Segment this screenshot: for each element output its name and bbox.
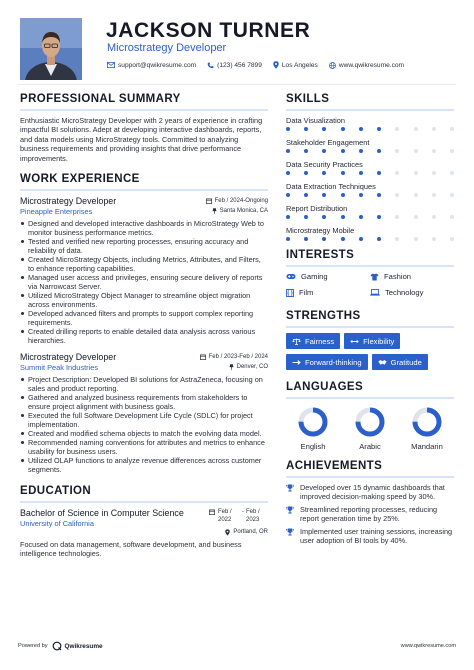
job-title: Microstrategy Developer [20, 352, 117, 363]
candidate-role: Microstrategy Developer [107, 42, 227, 54]
rating-dot [395, 149, 399, 153]
phone-text: (123) 456 7899 [217, 61, 262, 69]
rating-dot [377, 193, 381, 197]
gamepad-icon [286, 273, 296, 280]
job-dates [200, 352, 268, 362]
skills-heading: SKILLS [286, 93, 330, 105]
profile-photo [20, 18, 82, 80]
section-divider [20, 109, 268, 111]
rating-dot [341, 215, 345, 219]
rating-dot [322, 149, 326, 153]
trophy-icon [286, 484, 294, 492]
strengths-chips [286, 333, 454, 370]
experience-heading: WORK EXPERIENCE [20, 173, 140, 186]
rating-dot [304, 237, 308, 241]
contact-phone[interactable] [207, 62, 262, 69]
rating-dot [450, 193, 454, 197]
skill-name: Report Distribution [286, 204, 348, 213]
education-dates [209, 508, 268, 524]
rating-dot [322, 127, 326, 131]
rating-dot [286, 193, 290, 197]
section-divider [286, 476, 454, 478]
job-bullet: Utilized MicroStrategy Object Manager to streamline object migration across environments. [20, 291, 268, 309]
education-location [209, 527, 268, 537]
section-divider [286, 326, 454, 328]
rating-dot [414, 193, 418, 197]
strength-chip [286, 354, 368, 370]
job-company: Pineapple Enterprises [20, 207, 93, 217]
pushpin-icon [212, 208, 217, 214]
right-column [286, 92, 454, 549]
interests-grid [286, 272, 454, 297]
rating-dot [304, 127, 308, 131]
job-dates-text: Feb / 2023-Feb / 2024 [208, 354, 268, 361]
strength-chip [286, 333, 340, 349]
job-bullets [20, 219, 268, 345]
location-text: Los Angeles [281, 61, 318, 69]
strengths-section [286, 309, 454, 370]
rating-dot [395, 127, 399, 131]
section-divider [20, 189, 268, 191]
education-text: Focused on data management, software development, and business intelligence technologies. [20, 540, 242, 559]
rating-dot [322, 215, 326, 219]
rating-dot [377, 171, 381, 175]
job-bullet: Utilized OLAP functions to analyze revenue differences across customer segments. [20, 456, 268, 474]
achievements-section [286, 459, 454, 545]
job-location [206, 206, 268, 216]
section-divider [286, 265, 454, 267]
pushpin-icon [229, 364, 234, 370]
header-divider [18, 84, 456, 85]
rating-dot [450, 237, 454, 241]
summary-heading: PROFESSIONAL SUMMARY [20, 93, 181, 105]
job-location-text: Santa Monica, CA [219, 208, 268, 215]
candidate-name: JACKSON TURNER [106, 19, 311, 42]
rating-dot [286, 237, 290, 241]
rating-dot [322, 171, 326, 175]
job-bullets [20, 375, 268, 474]
job-bullet: Managed user access and privileges, ensuring secure delivery of reports via Narrowcast Server. [20, 273, 268, 291]
rating-dot [359, 127, 363, 131]
job-bullet: Tested and verified new reporting processes, ensuring accuracy and reliability of data. [20, 237, 268, 255]
skill-item [286, 116, 454, 132]
laptop-icon [370, 289, 380, 296]
interest-item [286, 288, 370, 297]
rating-dot [395, 237, 399, 241]
achievements-heading: ACHIEVEMENTS [286, 460, 383, 472]
achievement-text: Developed over 15 dynamic dashboards that improved decision-making speed by 30%. [300, 483, 445, 501]
rating-dot [432, 171, 436, 175]
job-dates [206, 196, 268, 206]
job-bullet: Gathered and analyzed business requirements from stakeholders to ensure project alignment with business goals. [20, 393, 268, 411]
film-icon [286, 289, 294, 297]
rating-dot [414, 237, 418, 241]
arrows-expand-icon [350, 338, 359, 345]
language-name: English [300, 442, 326, 451]
email-icon [107, 62, 115, 68]
languages-section [286, 380, 454, 451]
skill-rating [286, 148, 454, 154]
rating-dot [414, 215, 418, 219]
interest-label: Film [299, 288, 314, 297]
job-dates-text: Feb / 2024-Ongoing [214, 198, 268, 205]
rating-dot [359, 193, 363, 197]
job-entry [20, 352, 268, 474]
job-bullet: Recommended naming conventions for attributes and metrics to enhance usability for business users. [20, 438, 268, 456]
rating-dot [377, 149, 381, 153]
skill-item [286, 182, 454, 198]
job-bullet: Designed and developed interactive dashboards in MicroStrategy Web to monitor business performance metrics. [20, 219, 268, 237]
language-item [290, 406, 336, 451]
language-name: Arabic [359, 442, 381, 451]
rating-dot [304, 171, 308, 175]
rating-dot [359, 215, 363, 219]
contact-location [273, 61, 318, 69]
achievement-text: Streamlined reporting processes, reducing report generation time by 25%. [300, 505, 438, 523]
strength-chip [344, 333, 400, 349]
skill-rating [286, 214, 454, 220]
skills-list [286, 116, 454, 242]
skill-item [286, 138, 454, 154]
email-text: support@qwikresume.com [118, 61, 197, 69]
education-section [20, 484, 268, 559]
rating-dot [359, 149, 363, 153]
rating-dot [450, 171, 454, 175]
rating-dot [377, 127, 381, 131]
location-pin-icon [225, 529, 230, 536]
strength-label: Forward-thinking [305, 357, 362, 367]
education-date-from: Feb / 2022 [218, 509, 232, 524]
powered-by [18, 641, 103, 651]
rating-dot [341, 127, 345, 131]
rating-dot [432, 149, 436, 153]
language-ring [297, 406, 329, 438]
education-heading: EDUCATION [20, 485, 92, 498]
rating-dot [286, 127, 290, 131]
contact-email[interactable] [107, 62, 196, 69]
contact-bar [107, 60, 415, 70]
left-column [20, 92, 268, 559]
school-name: University of California [20, 519, 94, 529]
calendar-icon [206, 198, 212, 204]
interest-item [286, 272, 370, 281]
rating-dot [414, 149, 418, 153]
website-text: www.qwikresume.com [338, 61, 405, 69]
rating-dot [432, 127, 436, 131]
trophy-icon [286, 528, 294, 536]
interest-label: Gaming [301, 272, 328, 281]
language-name: Mandarin [411, 442, 443, 451]
achievement-item [286, 505, 454, 523]
rating-dot [432, 237, 436, 241]
skill-item [286, 204, 454, 220]
section-divider [286, 397, 454, 399]
calendar-icon [200, 354, 206, 360]
strength-label: Flexibility [363, 336, 395, 346]
contact-website[interactable] [329, 62, 404, 69]
rating-dot [286, 171, 290, 175]
rating-dot [304, 215, 308, 219]
skill-item [286, 226, 454, 242]
rating-dot [304, 193, 308, 197]
skill-name: Data Extraction Techniques [286, 182, 376, 191]
skill-rating [286, 170, 454, 176]
rating-dot [359, 237, 363, 241]
rating-dot [450, 127, 454, 131]
job-bullet: Project Description: Developed BI solutions for AstraZeneca, focusing on sales and product reporting. [20, 375, 268, 393]
rating-dot [359, 171, 363, 175]
skill-name: Data Security Practices [286, 160, 363, 169]
rating-dot [395, 215, 399, 219]
education-date-to: Feb / 2023 [246, 509, 260, 524]
job-location [200, 362, 268, 372]
calendar-icon [209, 509, 215, 515]
trophy-icon [286, 506, 294, 514]
skill-name: Microstrategy Mobile [286, 226, 355, 235]
skills-section [286, 92, 454, 242]
balance-scale-icon [292, 338, 301, 345]
footer-url[interactable]: www.qwikresume.com [400, 643, 456, 649]
language-item [404, 406, 450, 451]
job-bullet: Developed advanced filters and prompts to support complex reporting requirements. [20, 309, 268, 327]
handshake-icon [378, 359, 387, 366]
rating-dot [395, 171, 399, 175]
powered-by-label: Powered by [18, 643, 48, 649]
achievement-text: Implemented user training sessions, increasing user adoption of BI tools by 40%. [300, 527, 453, 545]
skill-rating [286, 126, 454, 132]
rating-dot [414, 127, 418, 131]
strength-chip [372, 354, 428, 370]
rating-dot [322, 237, 326, 241]
skill-name: Stakeholder Engagement [286, 138, 370, 147]
skill-item [286, 160, 454, 176]
globe-icon [329, 62, 336, 69]
rating-dot [432, 215, 436, 219]
footer [18, 640, 456, 652]
location-pin-icon [273, 61, 279, 69]
job-title: Microstrategy Developer [20, 196, 117, 207]
job-entry [20, 196, 268, 345]
date-separator: - [242, 509, 244, 516]
achievement-item [286, 483, 454, 501]
languages-heading: LANGUAGES [286, 381, 364, 393]
rating-dot [304, 149, 308, 153]
job-bullet: Created drilling reports to enable detailed data analysis across various hierarchies. [20, 327, 268, 345]
section-divider [20, 501, 268, 503]
language-ring [354, 406, 386, 438]
languages-list [286, 404, 454, 451]
shirt-icon [370, 273, 379, 281]
job-company: Summit Peak Industries [20, 363, 99, 373]
rating-dot [322, 193, 326, 197]
forward-arrow-icon [292, 359, 301, 366]
rating-dot [450, 149, 454, 153]
rating-dot [432, 193, 436, 197]
phone-icon [207, 62, 214, 69]
rating-dot [341, 193, 345, 197]
rating-dot [286, 215, 290, 219]
strength-label: Fairness [305, 336, 335, 346]
achievement-item [286, 527, 454, 545]
strengths-heading: STRENGTHS [286, 310, 361, 322]
language-ring [411, 406, 443, 438]
interest-label: Fashion [384, 272, 412, 281]
interest-item [370, 272, 454, 281]
section-divider [286, 109, 454, 111]
skill-rating [286, 236, 454, 242]
job-bullet: Executed the full Software Development Life Cycle (SDLC) for project implementation. [20, 411, 268, 429]
rating-dot [377, 215, 381, 219]
skill-name: Data Visualization [286, 116, 346, 125]
language-item [347, 406, 393, 451]
skill-rating [286, 192, 454, 198]
rating-dot [377, 237, 381, 241]
experience-section [20, 172, 268, 474]
education-location-text: Portland, OR [233, 529, 268, 536]
strength-label: Gratitude [390, 357, 422, 367]
rating-dot [341, 171, 345, 175]
footer-brand[interactable]: Qwikresume [64, 642, 103, 650]
interest-label: Technology [385, 288, 424, 297]
rating-dot [286, 149, 290, 153]
job-bullet: Created MicroStrategy Objects, including Metrics, Attributes, and Filters, to enhance reporting capabilities. [20, 255, 268, 273]
interests-heading: INTERESTS [286, 249, 355, 261]
qwikresume-logo-icon [52, 641, 62, 651]
interests-section [286, 248, 454, 297]
rating-dot [395, 193, 399, 197]
rating-dot [341, 149, 345, 153]
summary-text: Enthusiastic MicroStrategy Developer with 2 years of experience in crafting impactful BI solutions. Adept at developing interactive dashboards, reports, and data models using MicroStrategy tools. Committed to analyzing business requirements and providing insights that drive performance improvements. [20, 116, 263, 163]
rating-dot [450, 215, 454, 219]
degree-title: Bachelor of Science in Computer Science [20, 508, 184, 519]
summary-section [20, 92, 268, 163]
rating-dot [414, 171, 418, 175]
job-location-text: Denver, CO [236, 364, 268, 371]
rating-dot [341, 237, 345, 241]
interest-item [370, 288, 454, 297]
job-bullet: Created and modified schema objects to match the evolving data model. [20, 429, 268, 438]
